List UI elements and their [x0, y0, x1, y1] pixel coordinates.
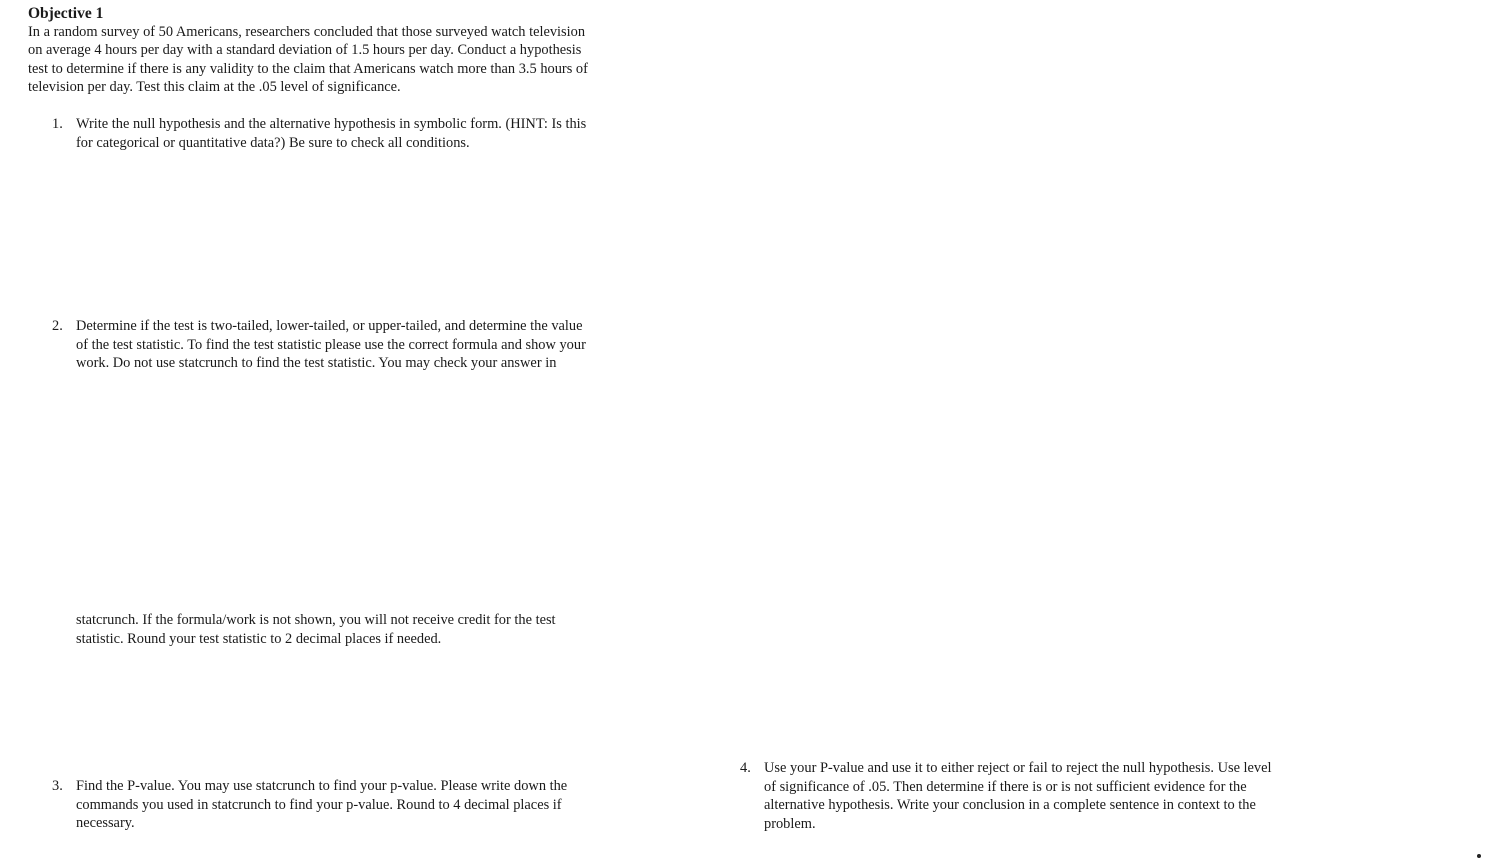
question-line: commands you used in statcrunch to find your p-value. Round to 4 decimal places if	[76, 796, 562, 813]
scan-speck	[1477, 854, 1481, 858]
question-text	[764, 759, 1272, 833]
question-number: 4.	[740, 760, 751, 776]
question-2-continuation	[76, 611, 556, 648]
question-line: work. Do not use statcrunch to find the test statistic. You may check your answer in	[76, 355, 557, 371]
question-line: problem.	[764, 815, 816, 832]
question-text	[76, 777, 567, 833]
question-line: for categorical or quantitative data?) Be sure to check all conditions.	[76, 134, 470, 151]
question-line: statistic. Round your test statistic to 2 decimal places if needed.	[76, 630, 442, 647]
question-line: statcrunch. If the formula/work is not shown, you will not receive credit for the test	[76, 612, 556, 628]
question-number: 1.	[52, 116, 63, 132]
problem-statement	[28, 23, 668, 96]
problem-statement-line: test to determine if there is any validity to the claim that Americans watch more than 3.5 hours of	[28, 60, 588, 77]
question-line: Write the null hypothesis and the alternative hypothesis in symbolic form. (HINT: Is this	[76, 116, 587, 132]
question-line: Determine if the test is two-tailed, lower-tailed, or upper-tailed, and determine the value	[76, 318, 583, 334]
question-line: Find the P-value. You may use statcrunch to find your p-value. Please write down the	[76, 778, 568, 794]
question-number: 2.	[52, 318, 63, 334]
question-text	[76, 115, 586, 152]
question-line: alternative hypothesis. Write your conclusion in a complete sentence in context to the	[764, 797, 1256, 813]
problem-statement-line: television per day. Test this claim at the .05 level of significance.	[28, 78, 401, 95]
question-line: necessary.	[76, 815, 135, 831]
problem-statement-line: In a random survey of 50 Americans, researchers concluded that those surveyed watch television	[28, 24, 586, 40]
question-line: of significance of .05. Then determine if there is or is not sufficient evidence for the	[764, 778, 1247, 795]
question-line: Use your P-value and use it to either reject or fail to reject the null hypothesis. Use level	[764, 760, 1272, 776]
question-line: of the test statistic. To find the test statistic please use the correct formula and show your	[76, 336, 586, 353]
problem-statement-line: on average 4 hours per day with a standard deviation of 1.5 hours per day. Conduct a hypothesis	[28, 42, 582, 59]
objective-title: Objective 1	[28, 5, 104, 22]
question-number: 3.	[52, 778, 63, 794]
question-text	[76, 317, 586, 373]
